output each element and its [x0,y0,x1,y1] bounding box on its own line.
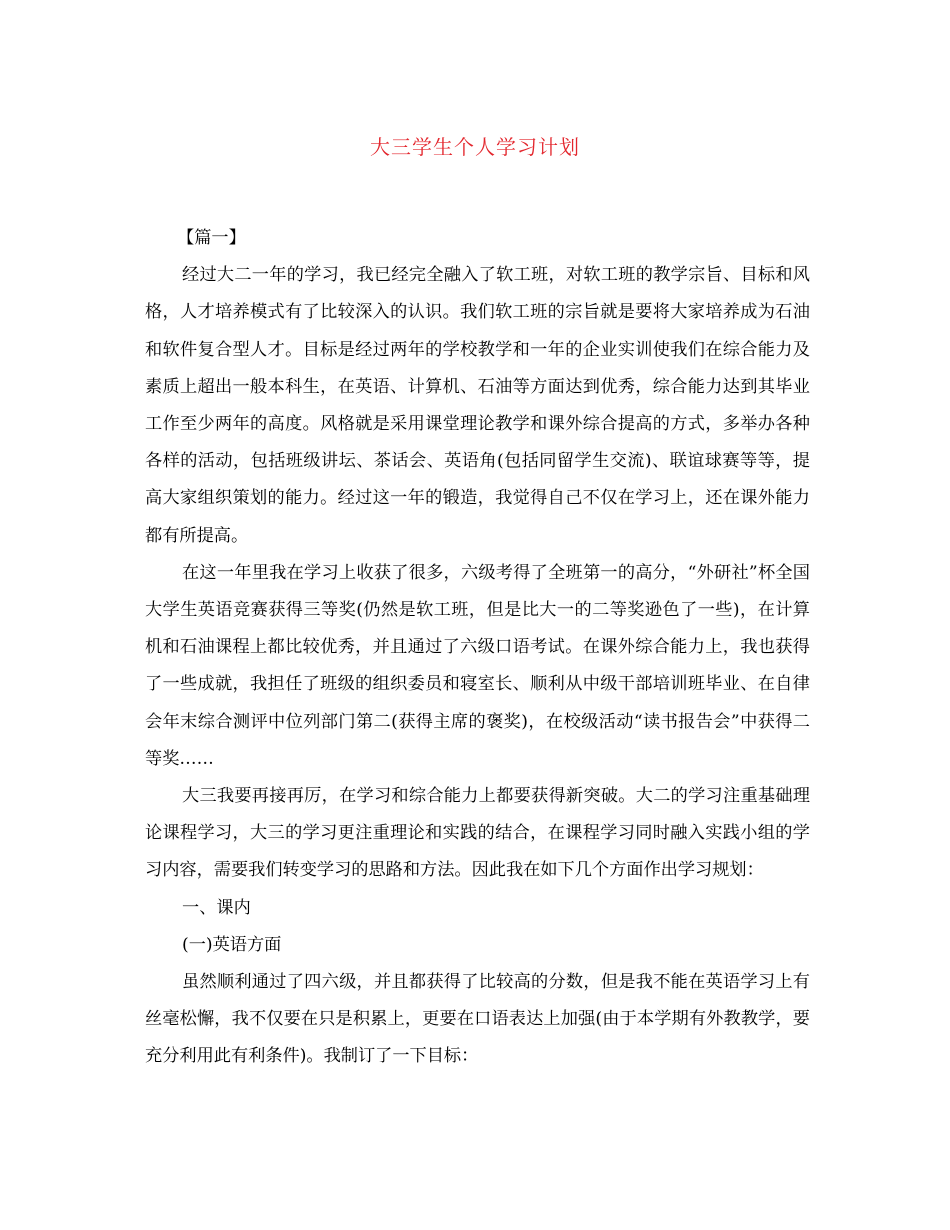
paragraph-1: 经过大二一年的学习，我已经完全融入了软工班，对软工班的教学宗旨、目标和风格，人才培养模式有了比较深入的认识。我们软工班的宗旨就是要将大家培养成为石油和软件复合型人才。目标是经过两年的学校教学和一年的企业实训使我们在综合能力及素质上超出一般本科生，在英语、计算机、石油等方面达到优秀，综合能力达到其毕业工作至少两年的高度。风格就是采用课堂理论教学和课外综合提高的方式，多举办各种各样的活动，包括班级讲坛、茶话会、英语角(包括同留学生交流)、联谊球赛等等，提高大家组织策划的能力。经过这一年的锻造，我觉得自己不仅在学习上，还在课外能力都有所提高。 [145,265,810,546]
document-body [145,220,810,1076]
section-tag: 【篇一】 [177,228,246,248]
paragraph-4: 虽然顺利通过了四六级，并且都获得了比较高的分数，但是我不能在英语学习上有丝毫松懈，我不仅要在只是积累上，更要在口语表达上加强(由于本学期有外教教学，要充分利用此有利条件)。我制订了一下目标： [145,972,810,1067]
document-title: 大三学生个人学习计划 [370,135,580,159]
paragraph-3: 大三我要再接再厉，在学习和综合能力上都要获得新突破。大二的学习注重基础理论课程学习，大三的学习更注重理论和实践的结合，在课程学习同时融入实践小组的学习内容，需要我们转变学习的思路和方法。因此我在如下几个方面作出学习规划： [145,786,810,881]
paragraph-2: 在这一年里我在学习上收获了很多，六级考得了全班第一的高分，“外研社”杯全国大学生英语竞赛获得三等奖(仍然是软工班，但是比大一的二等奖逊色了一些)，在计算机和石油课程上都比较优秀，并且通过了六级口语考试。在课外综合能力上，我也获得了一些成就，我担任了班级的组织委员和寝室长、顺利从中级干部培训班毕业、在自律会年末综合测评中位列部门第二(获得主席的褒奖)，在校级活动“读书报告会”中获得二等奖…… [145,562,810,769]
heading-in-class: 一、课内 [182,897,251,918]
heading-english: (一)英语方面 [182,934,282,955]
